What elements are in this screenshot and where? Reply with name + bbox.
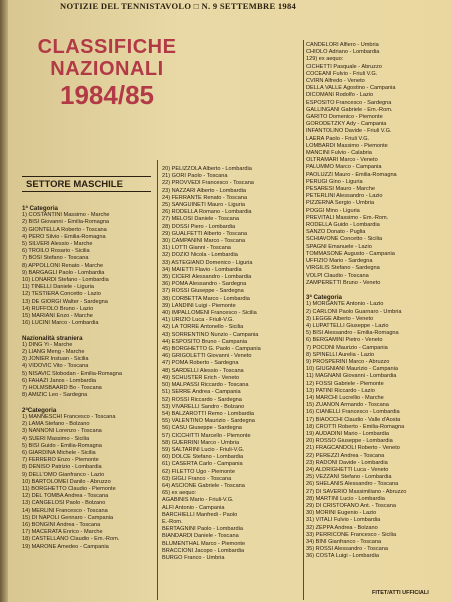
category-heading: Nazionalità straniera xyxy=(22,334,83,342)
ranking-entry: 15) MARIANI Enzo - Marche xyxy=(22,313,93,320)
ranking-entry: 37) ROSSI Giuseppe - Sardegna xyxy=(162,288,244,295)
ranking-entry: COCEANI Fulvio - Friuli V.G. xyxy=(306,70,378,77)
ranking-entry: 19) MARONE Amedeo - Campania xyxy=(22,543,109,550)
ranking-entry: AGABINIS Mario - Friuli-V.G. xyxy=(162,497,234,504)
ranking-entry: 10) LONARDI Stefano - Lombardia xyxy=(22,277,109,284)
ranking-entry: 22) PEREZZI Andrea - Toscana xyxy=(306,452,385,459)
column-3 xyxy=(306,42,406,561)
ranking-entry: 23) NAZZARI Alberto - Lombardia xyxy=(162,187,246,194)
ranking-entry: 26) SHELANIS Alessandro - Toscana xyxy=(306,481,399,488)
ranking-entry: 17) BIAOCCHI Claudio - Valle d'Aosta xyxy=(306,416,401,423)
ranking-entry: BRACCIONI Jacopo - Lombardia xyxy=(162,547,245,554)
ranking-entry: 3) JONIER Instuan - Sicilia xyxy=(22,356,89,363)
ranking-entry: 4) SUERI Massimo - Sicilia xyxy=(22,435,90,442)
ranking-entry: 129) ex aequo: xyxy=(306,56,344,63)
title-block xyxy=(32,36,182,110)
ranking-entry: 14) MERLINI Francesco - Toscana xyxy=(22,507,108,514)
ranking-entry: 24) FERRANTE Renato - Toscana xyxy=(162,194,248,201)
ranking-entry: PAOLUZZI Mauro - Emilia-Romagna xyxy=(306,171,397,178)
ranking-entry: GALLINGANI Gabriele - Em.-Rom. xyxy=(306,106,393,113)
ranking-entry: 8) DENISO Patrizio - Lombardia xyxy=(22,464,102,471)
ranking-entry: E.-Rom. xyxy=(162,518,183,525)
ranking-entry: PESARESI Mauro - Marche xyxy=(306,186,376,193)
ranking-entry: SANZO Donato - Puglia xyxy=(306,229,366,236)
ranking-entry: 63) GIGLI Franco - Toscana xyxy=(162,475,232,482)
ranking-entry: 16) LUCINI Marco - Lombardia xyxy=(22,320,99,327)
ranking-entry: 13) PATINI Riccardo - Lazio xyxy=(306,387,375,394)
ranking-entry: 11) TINELLI Daniele - Liguria xyxy=(22,284,94,291)
ranking-entry: BERTAGNINI Paolo - Lombardia xyxy=(162,526,243,533)
ranking-entry: DELLA VALLE Agostino - Campania xyxy=(306,85,396,92)
ranking-entry: 40) IMPALLOMENI Francesco - Sicilia xyxy=(162,310,257,317)
ranking-entry: POGGI Mino - Liguria xyxy=(306,207,360,214)
ranking-entry: DICOMANI Rodolfo - Lazio xyxy=(306,92,374,99)
ranking-entry: SPAGNI Emanuele - Lazio xyxy=(306,243,372,250)
ranking-entry: 54) BALZAROTTI Remo - Lombardia xyxy=(162,410,255,417)
title-season: 1984/85 xyxy=(60,80,154,110)
ranking-entry: VOLPI Claudio - Toscana xyxy=(306,272,369,279)
ranking-entry: MANCINI Fulvio - Calabria xyxy=(306,150,372,157)
ranking-entry: 50) MALPASSI Riccardo - Toscana xyxy=(162,382,249,389)
ranking-entry: 31) VITALI Fulvio - Lombardia xyxy=(306,517,381,524)
ranking-entry: 58) GUERRINI Marco - Umbria xyxy=(162,439,240,446)
ranking-entry: 7) POCONI Maurizio - Campania xyxy=(306,344,388,351)
ranking-entry: ESPOSITO Francesco - Sardegna xyxy=(306,99,392,106)
ranking-entry: 2) LAMA Stefano - Bolzano xyxy=(22,421,90,428)
ranking-entry: 57) CICCHITTI Marcello - Piemonte xyxy=(162,432,251,439)
spacer xyxy=(306,287,406,294)
ranking-entry: 24) ALDRIGHETTI Luca - Veneto xyxy=(306,466,389,473)
ranking-entry: 15) ZUANON Armando - Toscana xyxy=(306,402,389,409)
ranking-entry: 17) MACERATA Enrico - Marche xyxy=(22,529,103,536)
ranking-entry: 12) TESTIERA Concetto - Lazio xyxy=(22,291,101,298)
ranking-entry: 1) MORGANTE Antonio - Lazio xyxy=(306,301,384,308)
spacer xyxy=(22,399,122,406)
ranking-entry: 29) DI CRISTOFANO Ant. - Toscana xyxy=(306,503,396,509)
ranking-entry: 14) MARCHI Lucrellio - Marche xyxy=(306,394,384,401)
ranking-entry: 11) MAGNANI Giovanni - Lombardia xyxy=(306,373,397,380)
ranking-entry: 55) VALENTINO Maurizio - Sardegna xyxy=(162,418,255,425)
ranking-entry: 19) AUDADINI Mario - Lombardia xyxy=(306,430,390,437)
ranking-entry: 6) BERGAMINI Pietro - Veneto xyxy=(306,337,383,344)
ranking-entry: UFFIZIO Mario - Sardegna xyxy=(306,258,373,265)
ranking-entry: 12) FOSSI Gabriele - Piemonte xyxy=(306,380,384,387)
ranking-entry: 8) AMIZIC Leo - Sardegna xyxy=(22,392,88,399)
ranking-entry: 29) GUALFETTI Alberto - Toscana xyxy=(162,230,248,237)
ranking-entry: ALFI Antonio - Campania xyxy=(162,504,225,511)
ranking-entry: 25) SANGUINETI Mauro - Liguria xyxy=(162,202,245,209)
ranking-entry: PERUGI Gino - Liguria xyxy=(306,178,363,185)
ranking-entry: LAERA Paolo - Friuli V.G. xyxy=(306,135,370,142)
ranking-entry: 38) CORBETTA Marco - Lombardia xyxy=(162,295,250,302)
ranking-entry: 22) PROVVEDI Francesco - Toscana xyxy=(162,180,254,187)
ranking-entry: 65) ex aequo: xyxy=(162,490,197,497)
ranking-entry: 1) MANNESCHI Francesco - Toscana xyxy=(22,413,116,420)
ranking-entry: 2) CARLONI Paolo Guarnaro - Umbria xyxy=(306,308,402,315)
column-divider-1 xyxy=(157,160,158,600)
ranking-entry: 16) BONGINI Andrea - Toscana xyxy=(22,521,101,528)
spacer xyxy=(22,327,122,334)
ranking-entry: 7) HOLMSBAARD Bo - Toscana xyxy=(22,385,102,392)
ranking-entry: 7) FERRERO Enzo - Piemonte xyxy=(22,457,99,464)
ranking-entry: 31) LOTTI Gianni - Toscana xyxy=(162,245,231,252)
ranking-entry: 18) CASTELLANO Claudio - Em.-Rom. xyxy=(22,536,120,543)
ranking-entry: RODELLA Guido - Lombardia xyxy=(306,222,380,229)
ranking-entry: SCHIAVONE Concetto - Sicilia xyxy=(306,236,383,243)
ranking-entry: INFANTOLINO Davide - Friuli V.G. xyxy=(306,128,392,135)
category-heading: 1ª Categoria xyxy=(22,205,58,212)
ranking-entry: CICHETTI Pasquale - Abruzzo xyxy=(306,63,382,70)
ranking-entry: 3) LEGGE Alberto - Veneto xyxy=(306,315,374,322)
ranking-entry: 2) LIANG Meng - Marche xyxy=(22,349,85,356)
ranking-entry: BLUMENTHAL Marco - Piemonte xyxy=(162,540,246,547)
ranking-entry: 49) SCHUSTER Erich - Veneto xyxy=(162,374,240,381)
ranking-entry: 45) BORGHETTO G. Paolo - Campania xyxy=(162,346,261,353)
ranking-entry: PREVITALI Massimo - Em.-Rom. xyxy=(306,214,389,221)
ranking-entry: 3) NANNONI Lorenzo - Toscana xyxy=(22,428,102,435)
ranking-entry: 35) CICERI Alessandro - Lombardia xyxy=(162,274,252,281)
ranking-entry: 35) ROSSI Alessandro - Toscana xyxy=(306,546,388,553)
ranking-entry: 4) LUPATTELLI Giuseppe - Lazio xyxy=(306,322,389,329)
ranking-entry: 21) FRAGCANDOLI Roberto - Veneto xyxy=(306,445,400,452)
ranking-entry: 5) SILVERI Alessio - Marche xyxy=(22,241,93,248)
ranking-entry: BIANDARDI Daniele - Toscana xyxy=(162,533,239,540)
ranking-entry: BURGO Franco - Umbria xyxy=(162,554,225,561)
ranking-entry: PIZZERNA Sergio - Umbria xyxy=(306,200,375,207)
ranking-entry: 53) VIVARELLI Sandro - Bolzano xyxy=(162,403,245,410)
ranking-entry: 27) DI SAVERIO Massimiliano - Abruzzo xyxy=(306,488,407,495)
ranking-entry: 13) DE GIORGI Walter - Sardegna xyxy=(22,298,108,305)
ranking-entry: GORODETZKY Ady - Campania xyxy=(306,121,387,128)
ranking-entry: 4) PERO Silvio - Emilia-Romagna xyxy=(22,233,106,240)
column-divider-2 xyxy=(303,40,304,600)
ranking-entry: ZAMPERETTI Bruno - Veneto xyxy=(306,279,381,286)
ranking-entry: CVIRN Alfredo - Veneto xyxy=(306,78,365,85)
ranking-entry: 16) CIANELLI Francesco - Lombardia xyxy=(306,409,400,416)
ranking-entry: 52) ROSSI Riccardo - Sardegna xyxy=(162,396,242,403)
ranking-entry: 21) GORI Paolo - Toscana xyxy=(162,173,228,180)
ranking-entry: 48) SARDELLI Alessio - Toscana xyxy=(162,367,244,374)
column-1 xyxy=(22,205,122,551)
ranking-entry: LOMBARDI Massimo - Piemonte xyxy=(306,142,388,149)
ranking-entry: 36) COSTA Luigi - Lombardia xyxy=(306,553,379,560)
ranking-entry: 30) MORINI Eugenio - Lazio xyxy=(306,510,377,517)
ranking-entry: 33) ASTEGIANO Domenico - Liguria xyxy=(162,259,253,266)
ranking-entry: 1) DING Yi - Marche xyxy=(22,341,73,348)
ranking-entry: VIRGILIS Stefano - Sardegna xyxy=(306,265,380,272)
ranking-entry: 47) POMA Roberto - Sardegna xyxy=(162,360,239,367)
ranking-entry: 59) SALTARINI Lucio - Friuli-V.G. xyxy=(162,446,245,453)
ranking-entry: 51) SERRE Andrea - Campania xyxy=(162,389,241,396)
ranking-entry: 5) NISAVIC Slobodan - Emilia-Romagna xyxy=(22,370,123,377)
ranking-entry: 15) DI NAPOLI Gennaro - Campania xyxy=(22,514,114,521)
ranking-entry: 14) RUFFOLO Bruno - Lazio xyxy=(22,305,94,312)
ranking-entry: 10) BARTOLOMEI Danilo - Abruzzo xyxy=(22,478,111,485)
ranking-entry: 5) BISI Guido - Emilia-Romagna xyxy=(22,442,102,449)
ranking-entry: 46) GRIGOLETTI Giovanni - Veneto xyxy=(162,353,252,360)
ranking-entry: 3) GIONTELLA Roberto - Toscana xyxy=(22,226,107,233)
page-spine xyxy=(0,0,8,602)
ranking-entry: 28) MARTINI Lucio - Lombardia xyxy=(306,495,385,502)
ranking-entry: 8) APPOLLONI Renato - Marche xyxy=(22,262,104,269)
ranking-entry: 20) PELIZZOLA Alberto - Lombardia xyxy=(162,166,252,172)
ranking-entry: 30) CAMPANINI Marco - Toscana xyxy=(162,238,246,245)
ranking-entry: 42) LA TORRE Antonello - Sicilia xyxy=(162,324,244,331)
ranking-entry: BARCHIELLI Manfredi - Paolo xyxy=(162,511,238,518)
ranking-entry: 9) BARGAGLI Paolo - Lombardia xyxy=(22,269,105,276)
page-header: NOTIZIE DEL TENNISTAVOLO □ N. 9 SETTEMBRE 1984 xyxy=(60,1,297,11)
ranking-entry: 27) MELOSI Daniele - Toscana xyxy=(162,216,240,223)
ranking-entry: 11) BORGHETTO Claudio - Piemonte xyxy=(22,485,116,492)
ranking-entry: 9) PROSPERINI Marco - Abruzzo xyxy=(306,358,390,365)
section-heading: SETTORE MASCHILE xyxy=(22,176,151,192)
ranking-entry: 5) BISI Alessandro - Emilia-Romagna xyxy=(306,330,399,337)
ranking-entry: 61) CASERTA Carlo - Campania xyxy=(162,461,243,468)
ranking-entry: 6) GIARDINA Michele - Sicilia xyxy=(22,449,96,456)
ranking-entry: 6) FAHAZI Janos - Lombardia xyxy=(22,377,96,384)
ranking-entry: 12) DEL TOMBA Andrea - Toscana xyxy=(22,493,109,500)
ranking-entry: 10) GIUGNIANI Maurizio - Campania xyxy=(306,366,399,373)
ranking-entry: 26) RODELLA Romano - Lombardia xyxy=(162,209,252,216)
ranking-entry: 33) PERRICONE Francesco - Sicilia xyxy=(306,531,397,538)
category-heading: 2ªCategoria xyxy=(22,406,57,414)
column-2 xyxy=(162,166,261,562)
ranking-entry: CHIOLO Adriano - Lombardia xyxy=(306,49,380,56)
ranking-entry: PALUMMO Marco - Campania xyxy=(306,164,382,171)
ranking-entry: 6) TROILO Rosario - Sicilia xyxy=(22,248,90,255)
ranking-entry: PETERLINI Alessandro - Lazio xyxy=(306,193,383,200)
category-heading: 3ª Categoria xyxy=(306,294,342,302)
ranking-entry: 25) VEZZANI Stefano - Lombardia xyxy=(306,474,392,481)
ranking-entry: 62) FILETTO Ugo - Piemonte xyxy=(162,468,235,475)
ranking-entry: 36) POMA Alessandro - Sardegna xyxy=(162,281,247,288)
ranking-entry: 34) BINI Gianfranco - Toscana xyxy=(306,539,382,546)
ranking-entry: 43) SORRENTINO Nunzio - Campania xyxy=(162,331,259,338)
ranking-entry: 34) MAIETTI Flavio - Lombardia xyxy=(162,266,242,273)
ranking-entry: TOMMASONE Augusto - Campania xyxy=(306,250,395,257)
ranking-entry: 2) BISI Giovanni - Emilia-Romagna xyxy=(22,219,110,226)
ranking-entry: 28) DOSSI Piero - Lombardia xyxy=(162,223,236,230)
ranking-entry: 56) CASU Giuseppe - Sardegna xyxy=(162,425,242,432)
title-line-2: NAZIONALI xyxy=(50,58,164,80)
ranking-entry: 1) COSTANTINI Massimo - Marche xyxy=(22,212,110,219)
ranking-entry: 4) VIDOVIC Vito - Toscana xyxy=(22,363,89,370)
title-line-1: CLASSIFICHE xyxy=(37,36,177,58)
page-footer: FITET/ATTI UFFICIALI xyxy=(372,590,429,596)
ranking-entry: 64) ASCIONE Gabriele - Toscana xyxy=(162,482,245,489)
ranking-entry: 20) ROSSO Giuseppe - Lombardia xyxy=(306,438,393,445)
ranking-entry: 44) ESPOSITO Bruno - Campania xyxy=(162,338,248,345)
ranking-entry: 60) DOLCE Stefano - Lombardia xyxy=(162,454,244,461)
ranking-entry: 32) ZEPPA Andrea - Bolzano xyxy=(306,524,378,531)
ranking-entry: 8) SPINELLI Aurelia - Lazio xyxy=(306,351,375,358)
ranking-entry: 9) DELL'OMO Gianfranco - Lazio xyxy=(22,471,105,478)
ranking-entry: CANDELORI Alfiero - Umbria xyxy=(306,42,379,48)
ranking-entry: GARITO Domenico - Piemonte xyxy=(306,114,383,121)
ranking-entry: 41) URIZIO Luca - Friuli-V.G. xyxy=(162,317,234,324)
ranking-entry: 7) BOSI Stefano - Toscana xyxy=(22,255,89,262)
ranking-entry: OLTRAMARI Marco - Veneto xyxy=(306,157,378,164)
ranking-entry: 18) CROTTI Roberto - Emilia-Romagna xyxy=(306,423,405,430)
ranking-entry: 39) LANDINI Luigi - Piemonte xyxy=(162,302,236,309)
ranking-entry: 23) RADONI Davide - Lombardia xyxy=(306,459,388,466)
ranking-entry: 13) CANGELOSI Paolo - Bolzano xyxy=(22,500,106,507)
ranking-entry: 32) DOZIO Nicola - Lombardia xyxy=(162,252,238,259)
